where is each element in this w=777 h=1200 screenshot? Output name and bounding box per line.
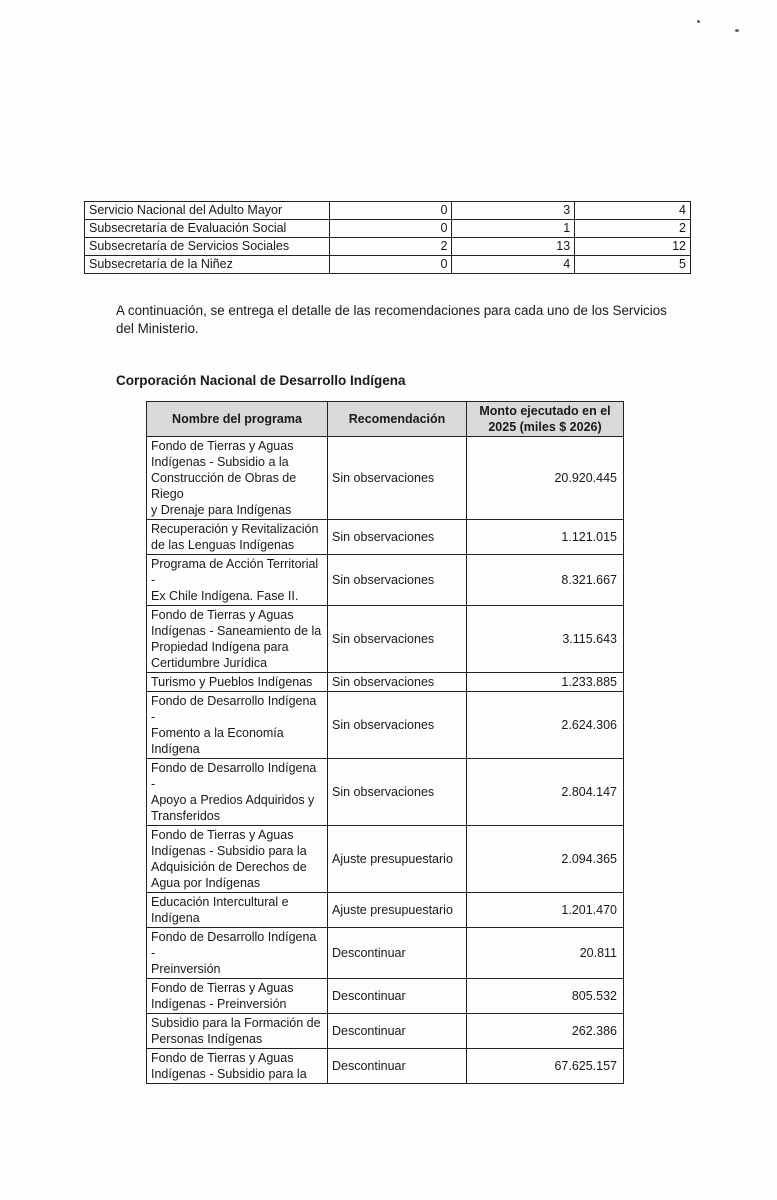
program-name-line: Fondo de Tierras y Aguas bbox=[151, 828, 294, 842]
summary-service-name: Subsecretaría de Servicios Sociales bbox=[85, 238, 330, 256]
header-amount bbox=[467, 402, 624, 437]
intro-line-2: del Ministerio. bbox=[116, 321, 199, 336]
summary-count-v2: 1 bbox=[452, 220, 575, 238]
program-recommendation: Sin observaciones bbox=[328, 673, 467, 692]
program-row bbox=[147, 1049, 624, 1084]
program-row bbox=[147, 928, 624, 979]
program-amount: 2.094.365 bbox=[467, 826, 624, 893]
program-name bbox=[147, 826, 328, 893]
program-name-line: Fondo de Tierras y Aguas bbox=[151, 439, 294, 453]
summary-count-v3: 5 bbox=[575, 256, 691, 274]
program-row bbox=[147, 893, 624, 928]
program-name bbox=[147, 606, 328, 673]
summary-row bbox=[85, 256, 691, 274]
program-name-line: Fondo de Tierras y Aguas bbox=[151, 608, 294, 622]
summary-count-v1: 0 bbox=[329, 202, 452, 220]
program-name-line: de las Lenguas Indígenas bbox=[151, 538, 295, 552]
summary-table bbox=[84, 201, 691, 274]
program-name bbox=[147, 893, 328, 928]
summary-row bbox=[85, 238, 691, 256]
program-name-line: Fondo de Desarrollo Indígena - bbox=[151, 930, 317, 960]
program-amount: 3.115.643 bbox=[467, 606, 624, 673]
program-name bbox=[147, 759, 328, 826]
program-name bbox=[147, 928, 328, 979]
summary-service-name: Servicio Nacional del Adulto Mayor bbox=[85, 202, 330, 220]
program-name-line: Educación Intercultural e bbox=[151, 895, 289, 909]
program-amount: 20.811 bbox=[467, 928, 624, 979]
section-title: Corporación Nacional de Desarrollo Indígena bbox=[116, 373, 406, 388]
summary-count-v3: 12 bbox=[575, 238, 691, 256]
program-amount: 67.625.157 bbox=[467, 1049, 624, 1084]
summary-count-v2: 3 bbox=[452, 202, 575, 220]
program-recommendation: Sin observaciones bbox=[328, 437, 467, 520]
program-row bbox=[147, 437, 624, 520]
summary-service-name: Subsecretaría de Evaluación Social bbox=[85, 220, 330, 238]
program-name-line: Transferidos bbox=[151, 809, 221, 823]
program-recommendation: Descontinuar bbox=[328, 979, 467, 1014]
program-name-line: Certidumbre Jurídica bbox=[151, 656, 268, 670]
program-name-line: Subsidio para la Formación de bbox=[151, 1016, 321, 1030]
program-name-line: Indígenas - Saneamiento de la bbox=[151, 624, 322, 638]
program-row bbox=[147, 1014, 624, 1049]
header-amount-line-1: Monto ejecutado en el bbox=[479, 404, 611, 418]
program-recommendation: Descontinuar bbox=[328, 1014, 467, 1049]
header-program: Nombre del programa bbox=[147, 402, 328, 437]
header-amount-line-2: 2025 (miles $ 2026) bbox=[488, 420, 602, 434]
summary-count-v3: 2 bbox=[575, 220, 691, 238]
intro-paragraph bbox=[116, 302, 676, 338]
program-row bbox=[147, 826, 624, 893]
program-name bbox=[147, 979, 328, 1014]
program-recommendation: Descontinuar bbox=[328, 1049, 467, 1084]
program-row bbox=[147, 759, 624, 826]
program-name-line: Fondo de Tierras y Aguas bbox=[151, 1051, 294, 1065]
program-name-line: Fondo de Desarrollo Indígena - bbox=[151, 694, 317, 724]
program-name-line: Indígenas - Subsidio para la bbox=[151, 1067, 307, 1081]
program-name-line: Indígenas - Subsidio para la bbox=[151, 844, 307, 858]
summary-count-v3: 4 bbox=[575, 202, 691, 220]
program-row bbox=[147, 692, 624, 759]
summary-count-v1: 2 bbox=[329, 238, 452, 256]
program-amount: 20.920.445 bbox=[467, 437, 624, 520]
programs-header-row bbox=[147, 402, 624, 437]
program-name-line: Indígena bbox=[151, 742, 200, 756]
program-name bbox=[147, 437, 328, 520]
program-row bbox=[147, 979, 624, 1014]
program-name bbox=[147, 520, 328, 555]
program-name-line: Agua por Indígenas bbox=[151, 876, 261, 890]
program-row bbox=[147, 673, 624, 692]
program-name-line: Indígenas - Subsidio a la bbox=[151, 455, 289, 469]
program-name-line: Programa de Acción Territorial - bbox=[151, 557, 319, 587]
program-recommendation: Sin observaciones bbox=[328, 606, 467, 673]
summary-count-v2: 13 bbox=[452, 238, 575, 256]
header-recommendation: Recomendación bbox=[328, 402, 467, 437]
program-recommendation: Descontinuar bbox=[328, 928, 467, 979]
program-name-line: Apoyo a Predios Adquiridos y bbox=[151, 793, 315, 807]
program-recommendation: Sin observaciones bbox=[328, 759, 467, 826]
program-amount: 1.121.015 bbox=[467, 520, 624, 555]
program-amount: 2.624.306 bbox=[467, 692, 624, 759]
program-amount: 1.201.470 bbox=[467, 893, 624, 928]
program-name-line: y Drenaje para Indígenas bbox=[151, 503, 292, 517]
program-recommendation: Ajuste presupuestario bbox=[328, 893, 467, 928]
program-name-line: Fomento a la Economía bbox=[151, 726, 284, 740]
program-row bbox=[147, 555, 624, 606]
program-name bbox=[147, 1049, 328, 1084]
program-name bbox=[147, 1014, 328, 1049]
program-name-line: Construcción de Obras de Riego bbox=[151, 471, 297, 501]
program-name-line: Fondo de Tierras y Aguas bbox=[151, 981, 294, 995]
summary-count-v1: 0 bbox=[329, 256, 452, 274]
program-recommendation: Ajuste presupuestario bbox=[328, 826, 467, 893]
program-name bbox=[147, 692, 328, 759]
summary-service-name: Subsecretaría de la Niñez bbox=[85, 256, 330, 274]
program-name-line: Indígenas - Preinversión bbox=[151, 997, 287, 1011]
program-name-line: Personas Indígenas bbox=[151, 1032, 263, 1046]
program-name-line: Fondo de Desarrollo Indígena - bbox=[151, 761, 317, 791]
program-amount: 1.233.885 bbox=[467, 673, 624, 692]
programs-table bbox=[146, 401, 624, 1084]
program-name bbox=[147, 555, 328, 606]
program-name-line: Recuperación y Revitalización bbox=[151, 522, 319, 536]
program-name-line: Adquisición de Derechos de bbox=[151, 860, 307, 874]
program-recommendation: Sin observaciones bbox=[328, 692, 467, 759]
summary-count-v2: 4 bbox=[452, 256, 575, 274]
program-name-line: Turismo y Pueblos Indígenas bbox=[151, 675, 313, 689]
program-amount: 262.386 bbox=[467, 1014, 624, 1049]
program-name-line: Ex Chile Indígena. Fase II. bbox=[151, 589, 299, 603]
program-amount: 8.321.667 bbox=[467, 555, 624, 606]
summary-row bbox=[85, 220, 691, 238]
program-recommendation: Sin observaciones bbox=[328, 555, 467, 606]
program-name-line: Indígena bbox=[151, 911, 200, 925]
summary-count-v1: 0 bbox=[329, 220, 452, 238]
program-amount: 805.532 bbox=[467, 979, 624, 1014]
summary-row bbox=[85, 202, 691, 220]
program-row bbox=[147, 606, 624, 673]
program-name-line: Propiedad Indígena para bbox=[151, 640, 289, 654]
program-recommendation: Sin observaciones bbox=[328, 520, 467, 555]
program-amount: 2.804.147 bbox=[467, 759, 624, 826]
intro-line-1: A continuación, se entrega el detalle de las recomendaciones para cada uno de los Servicios bbox=[116, 303, 667, 318]
program-name-line: Preinversión bbox=[151, 962, 221, 976]
program-name bbox=[147, 673, 328, 692]
program-row bbox=[147, 520, 624, 555]
